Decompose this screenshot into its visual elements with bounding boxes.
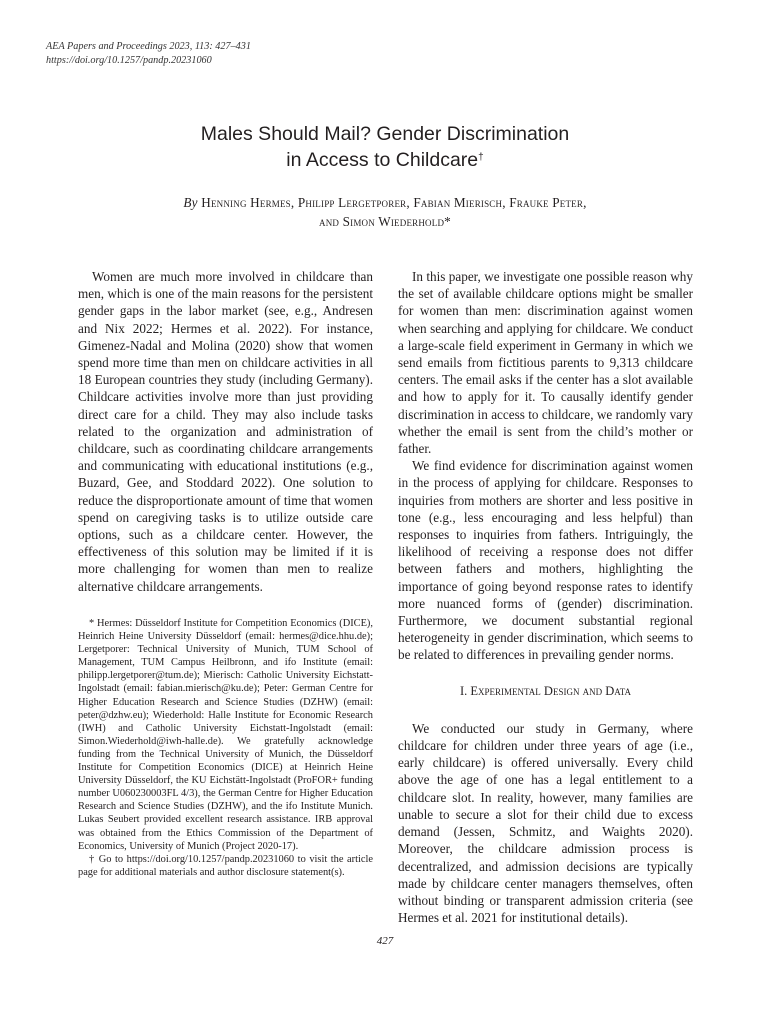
section-number: I. [459,683,468,698]
title-line-1: Males Should Mail? Gender Discrimination [200,123,570,145]
author-list [0,193,770,231]
author-names-1: Henning Hermes, Philipp Lergetporer, Fabian Mierisch, Frauke Peter, [201,195,587,210]
footnotes [78,617,373,879]
section-title-text: Experimental Design and Data [470,683,632,698]
author-line-2: and Simon Wiederhold* [319,214,451,229]
article-title [0,121,770,173]
page-number: 427 [376,935,394,947]
by-label: By [183,195,198,210]
author-line-1 [0,193,770,212]
title-line-2-text: in Access to Childcare [286,149,479,171]
running-header [46,40,251,68]
left-column [78,268,373,595]
journal-citation: AEA Papers and Proceedings 2023, 113: 427–431 [46,41,251,52]
dagger-footnote: † Go to https://doi.org/10.1257/pandp.20231060 to visit the article page for additional materials and author disclosure statement(s). [78,853,373,878]
section-heading [398,683,693,700]
section-paragraph-1: We conducted our study in Germany, where childcare for children under three years of age (i.e., early childcare) is offered universally. Every child above the age of one has a legal entitlement to a childcare slot. In reality, however, many families are unable to secure a slot for their child due to excess demand (Jessen, Schmitz, and Waights 2020). Moreover, the childcare admission process is decentralized, and admission decisions are typically made by childcare center managers themselves, often without binding or transparent admission criteria (see Hermes et al. 2021 for institutional details). [398,720,693,926]
title-line-2 [0,147,770,173]
intro-paragraph-1: Women are much more involved in childcare than men, which is one of the main reasons for the persistent gender gaps in the labor market (see, e.g., Andresen and Nix 2022; Hermes et al. 2022). For instance, Gimenez-Nadal and Molina (2020) show that women spend more time than men on childcare activities in all 18 European countries they study (including Germany). Childcare activities involve more than just providing direct care for a child. They may also include tasks related to the organization and administration of childcare, such as coordinating childcare arrangements and communicating with educational institutions (e.g., Buzard, Gee, and Stoddard 2022). One solution to reduce the disproportionate amount of time that women spend on caregiving tasks is to utilize outside care options, such as a childcare center. However, the effectiveness of this solution may be limited if it is more challenging for women than men to realize alternative childcare arrangements. [78,269,373,594]
doi-link[interactable]: https://doi.org/10.1257/pandp.20231060 [46,55,212,66]
author-affiliations-footnote: * Hermes: Düsseldorf Institute for Competition Economics (DICE), Heinrich Heine University Düsseldorf (email: hermes@dice.hhu.de); Lergetporer: Technical University of Munich, TUM School of Management, TUM Campus Heilbronn, and ifo Institute (email: philipp.lergetporer@tum.de); Mierisch: Catholic University Eichstatt-Ingolstadt (email: fabian.mierisch@ku.de); Peter: German Centre for Higher Education Research and Science Studies (DZHW) (email: peter@dzhw.eu); Wiederhold: Halle Institute for Economic Research (IWH) and Catholic University Eichstatt-Ingolstadt (email: Simon.Wiederhold@iwh-halle.de). We gratefully acknowledge funding from the Technical University of Munich, the Düsseldorf Institute for Competition Economics (DICE) at Heinrich Heine University Düsseldorf, the KU Eichstätt-Ingolstadt (ProFOR+ funding number U060230003FL 4/3), the German Centre for Higher Education Research and Science Studies (DZHW), and the ifo Institute Munich. Lukas Seubert provided excellent research assistance. IRB approval was obtained from the Ethics Commission of the Department of Economics, University of Munich (Project 2020-17). [78,618,373,852]
intro-paragraph-3: We find evidence for discrimination against women in the process of applying for childcare. Responses to inquiries from mothers are shorter and less positive in tone (e.g., less encouraging and less helpful) than responses to inquiries from fathers. Intriguingly, the likelihood of receiving a response does not differ between fathers and mothers, highlighting the importance of going beyond response rates to identify more nuanced forms of (gender) discrimination. Furthermore, we document substantial regional heterogeneity in gender discrimination, which seems to be related to differences in prevailing gender norms. [398,458,693,663]
right-column [398,268,693,926]
intro-paragraph-2: In this paper, we investigate one possible reason why the set of available childcare options might be smaller for women than men: discrimination against women when searching and applying for childcare. We conduct a large-scale field experiment in Germany in which we send emails from fictitious parents to 9,313 childcare centers. The email asks if the center has a slot available and how to apply for it. To causally identify gender discrimination in access to childcare, we randomly vary whether the email is sent from the child’s mother or father. [398,269,693,457]
title-dagger: † [478,152,484,163]
